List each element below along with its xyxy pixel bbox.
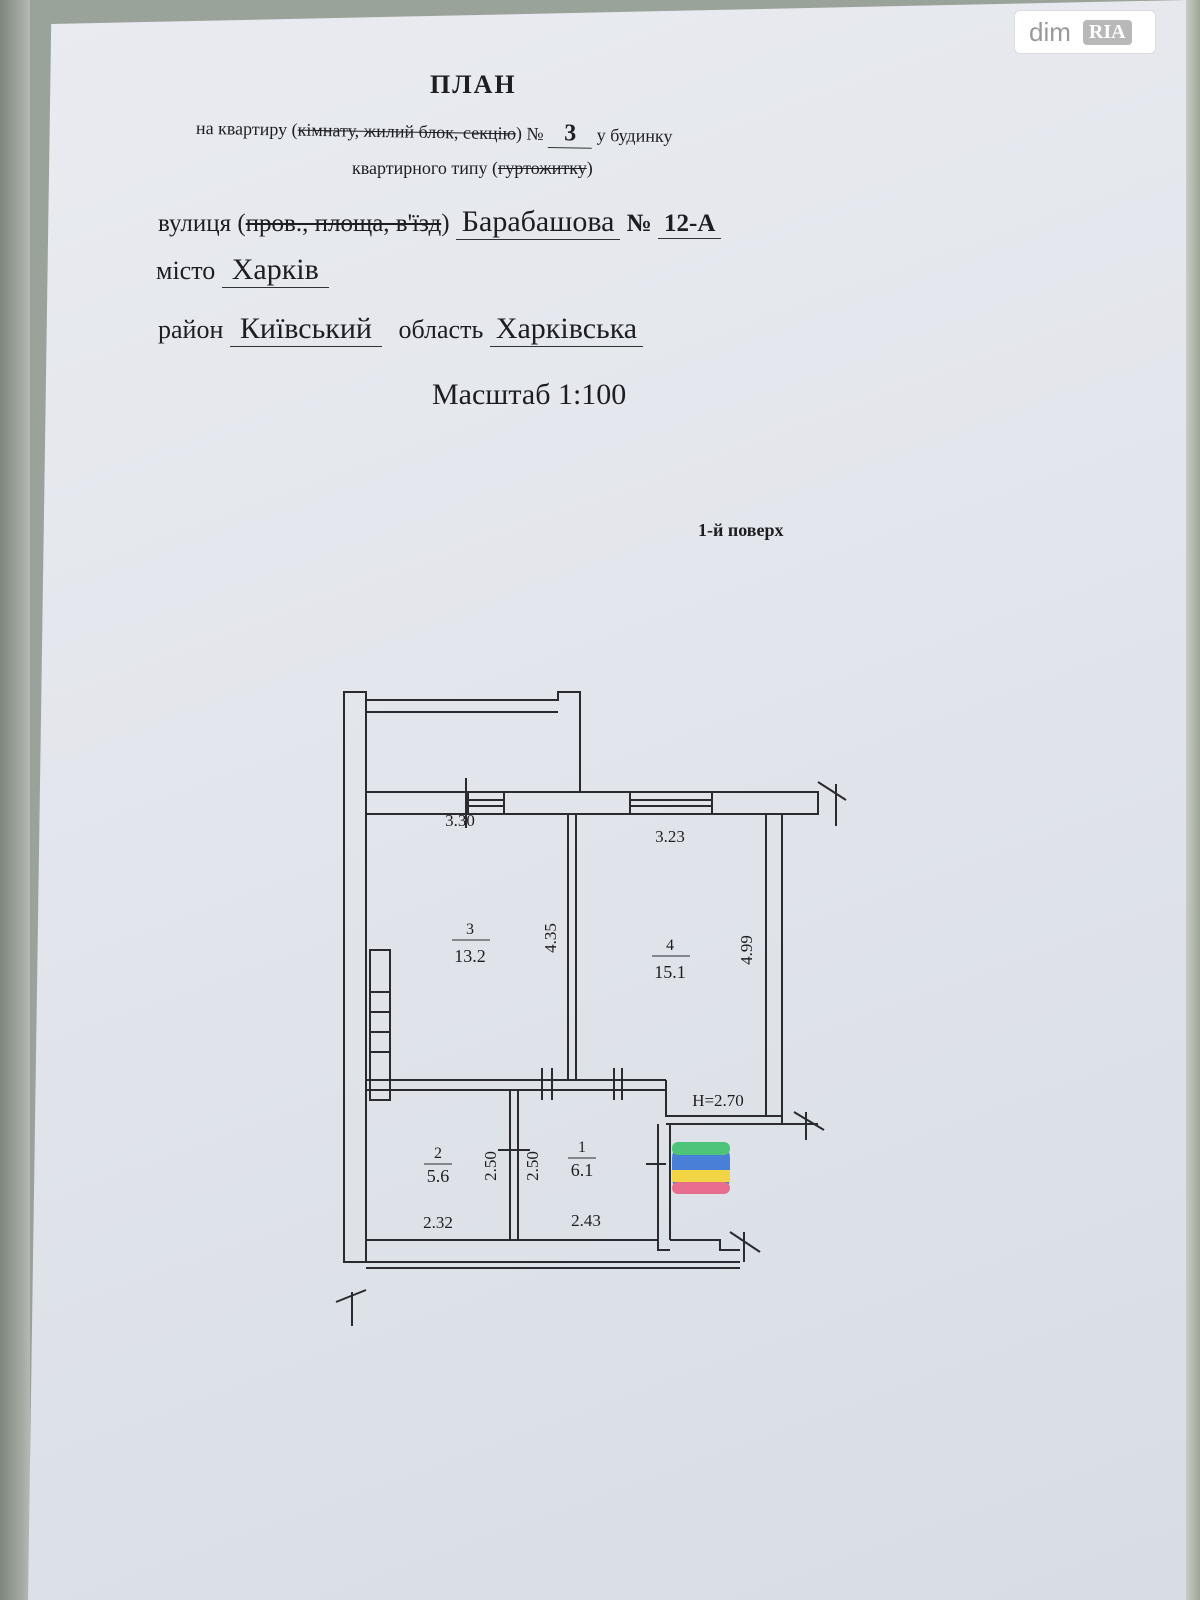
bottom-inner-wall xyxy=(366,1240,670,1250)
street-label-suffix: ) xyxy=(441,210,450,237)
room-2-number: 2 xyxy=(434,1145,442,1162)
room-1-number: 1 xyxy=(578,1139,586,1156)
city-value: Харків xyxy=(222,253,329,288)
watermark-site: dim xyxy=(1029,16,1071,47)
sticker-blot xyxy=(672,1142,730,1194)
room-2-width: 2.32 xyxy=(423,1213,453,1232)
right-wall xyxy=(766,814,782,1124)
line1-end: у будинку xyxy=(596,124,673,147)
partition-1-2 xyxy=(510,1090,518,1240)
wall-break-bottom-left xyxy=(336,1290,366,1326)
line2-suffix: ) xyxy=(586,158,593,178)
balcony-outline xyxy=(366,692,580,792)
floor-label: 1-й поверх xyxy=(698,520,784,540)
district-value: Київський xyxy=(230,312,382,347)
watermark-brand: RIA xyxy=(1083,20,1132,45)
apartment-number: 3 xyxy=(548,120,592,149)
window-2 xyxy=(630,792,712,814)
room-4-area: 15.1 xyxy=(654,962,686,982)
room-2-length: 2.50 xyxy=(481,1151,500,1181)
right-wall-small xyxy=(658,1124,670,1250)
document-title: ПЛАН xyxy=(430,70,517,99)
room-4-length: 4.99 xyxy=(737,935,756,965)
left-wall xyxy=(344,692,366,1262)
room-3-length: 4.35 xyxy=(541,923,560,953)
street-value: Барабашова xyxy=(456,205,621,240)
wall-break-top xyxy=(818,782,846,826)
line1-prefix: на квартиру ( xyxy=(195,117,298,140)
room-4-number: 4 xyxy=(666,937,674,954)
room-2-area: 5.6 xyxy=(426,1166,450,1186)
room-3-area: 13.2 xyxy=(454,946,486,966)
room-3-width: 3.30 xyxy=(445,811,475,830)
line1-struck: кімнату, жилий блок, секцію xyxy=(297,119,517,144)
wall-break-bottom-right xyxy=(670,1232,760,1262)
district-label: район xyxy=(158,315,224,344)
door-marks xyxy=(466,778,666,1164)
room-1-area: 6.1 xyxy=(570,1160,594,1180)
bottom-wall xyxy=(366,1262,740,1268)
street-label-struck: пров., площа, в'їзд xyxy=(245,210,442,237)
building-number: 12-А xyxy=(658,210,721,239)
city-label: місто xyxy=(156,256,216,285)
line1-suffix: ) № xyxy=(515,123,544,144)
region-value: Харківська xyxy=(490,312,643,347)
region-label: область xyxy=(398,315,484,344)
room-1-length: 2.50 xyxy=(523,1151,542,1181)
kitchen-fixture xyxy=(370,950,390,1100)
top-wall xyxy=(366,792,818,814)
number-label: № xyxy=(626,210,652,237)
ceiling-height: Н=2.70 xyxy=(692,1091,744,1110)
partition-3-4 xyxy=(568,814,576,1080)
street-label-prefix: вулиця ( xyxy=(158,210,246,237)
line2-prefix: квартирного типу ( xyxy=(352,158,498,178)
room-1-width: 2.43 xyxy=(571,1211,601,1230)
room-3-number: 3 xyxy=(466,921,474,938)
scale-label: Масштаб 1:100 xyxy=(432,378,627,411)
line2-struck: гуртожитку xyxy=(497,158,587,178)
room-4-width: 3.23 xyxy=(655,827,685,846)
